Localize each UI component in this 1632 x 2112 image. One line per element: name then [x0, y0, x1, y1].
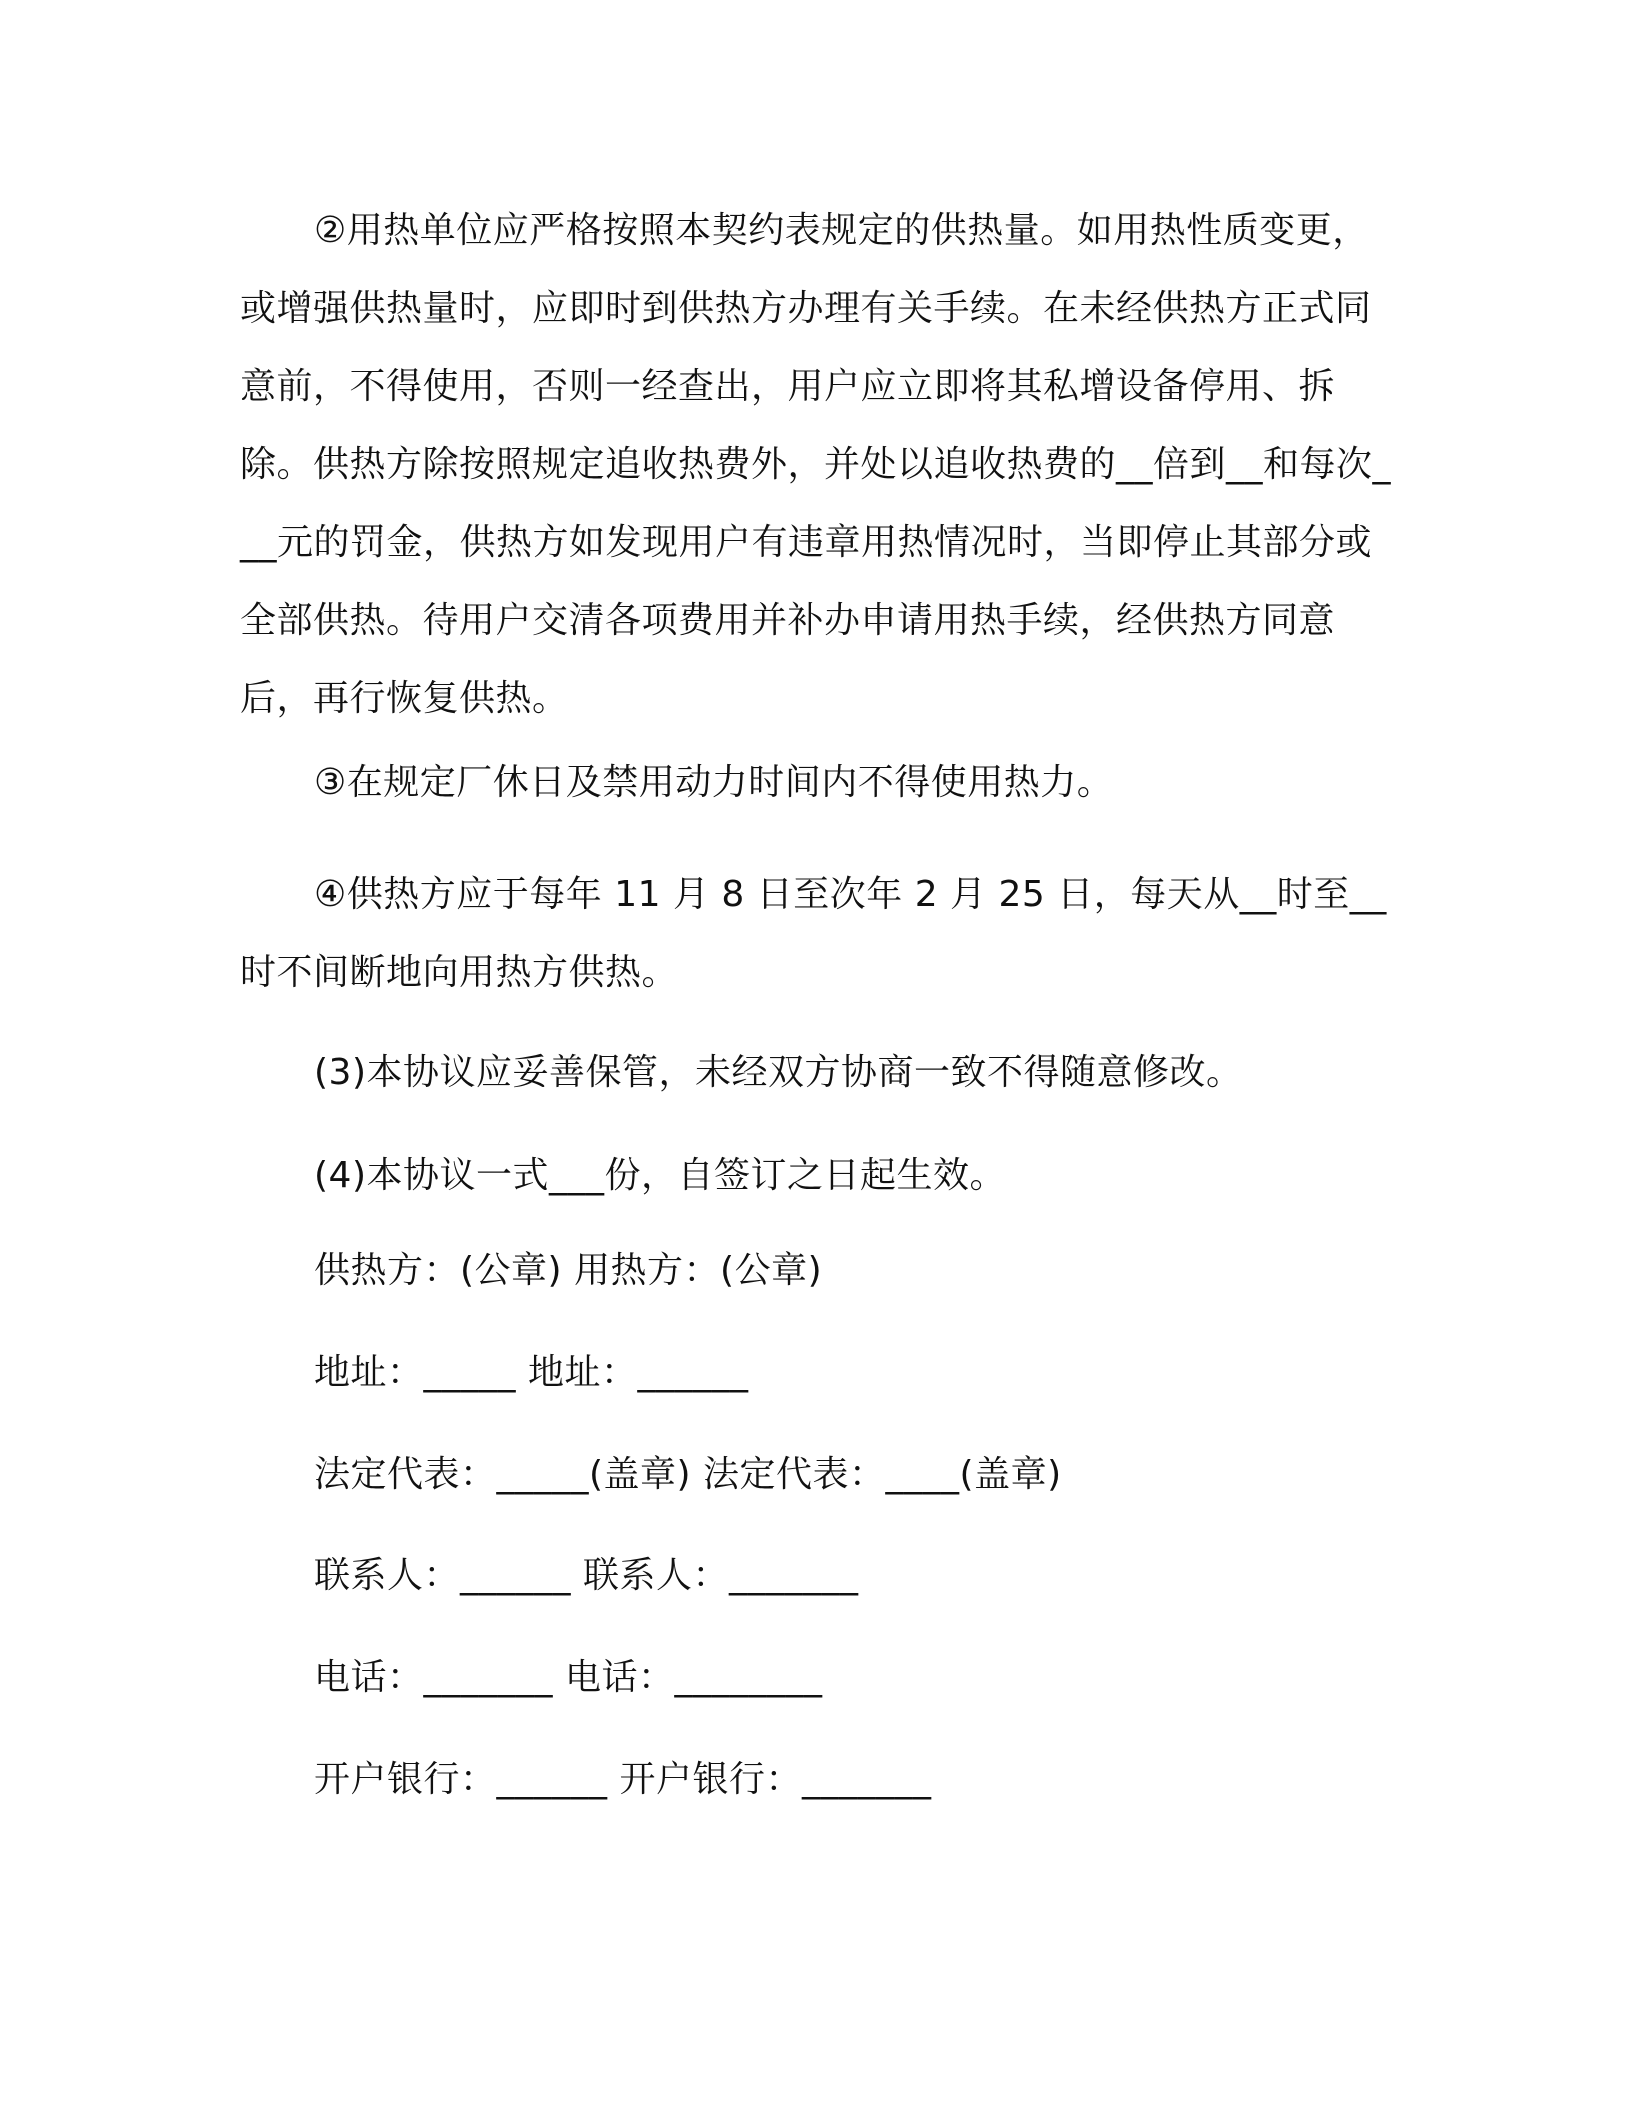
signature-contact-line: 联系人：______ 联系人：_______ — [314, 1555, 859, 1596]
clause-3-paragraph: ③在规定厂休日及禁用动力时间内不得使用热力。 — [314, 762, 1114, 803]
section-3-paragraph: (3)本协议应妥善保管，未经双方协商一致不得随意修改。 — [314, 1052, 1243, 1093]
signature-seal-line: 供热方：(公章) 用热方：(公章) — [314, 1250, 823, 1291]
signature-legal-rep-line: 法定代表：_____(盖章) 法定代表：____(盖章) — [314, 1454, 1062, 1495]
section-4-paragraph: (4)本协议一式___份，自签订之日起生效。 — [314, 1155, 1006, 1196]
clause-4-paragraph: ④供热方应于每年 11 月 8 日至次年 2 月 25 日，每天从__时至__时不间断地向用热方供热。 — [240, 874, 1387, 993]
signature-phone-line: 电话：_______ 电话：________ — [314, 1657, 823, 1698]
signature-address-line: 地址：_____ 地址：______ — [314, 1352, 749, 1393]
signature-bank-line: 开户银行：______ 开户银行：_______ — [314, 1759, 932, 1800]
clause-2-paragraph: ②用热单位应严格按照本契约表规定的供热量。如用热性质变更，或增强供热量时，应即时到供热方办理有关手续。在未经供热方正式同意前，不得使用，否则一经查出，用户应立即将其私增设备停用、拆除。供热方除按照规定追收热费外，并处以追收热费的__倍到__和每次___元的罚金，供热方如发现用户有违章用热情况时，当即停止其部分或全部供热。待用户交清各项费用并补办申请用热手续，经供热方同意后，再行恢复供热。 — [240, 210, 1392, 719]
